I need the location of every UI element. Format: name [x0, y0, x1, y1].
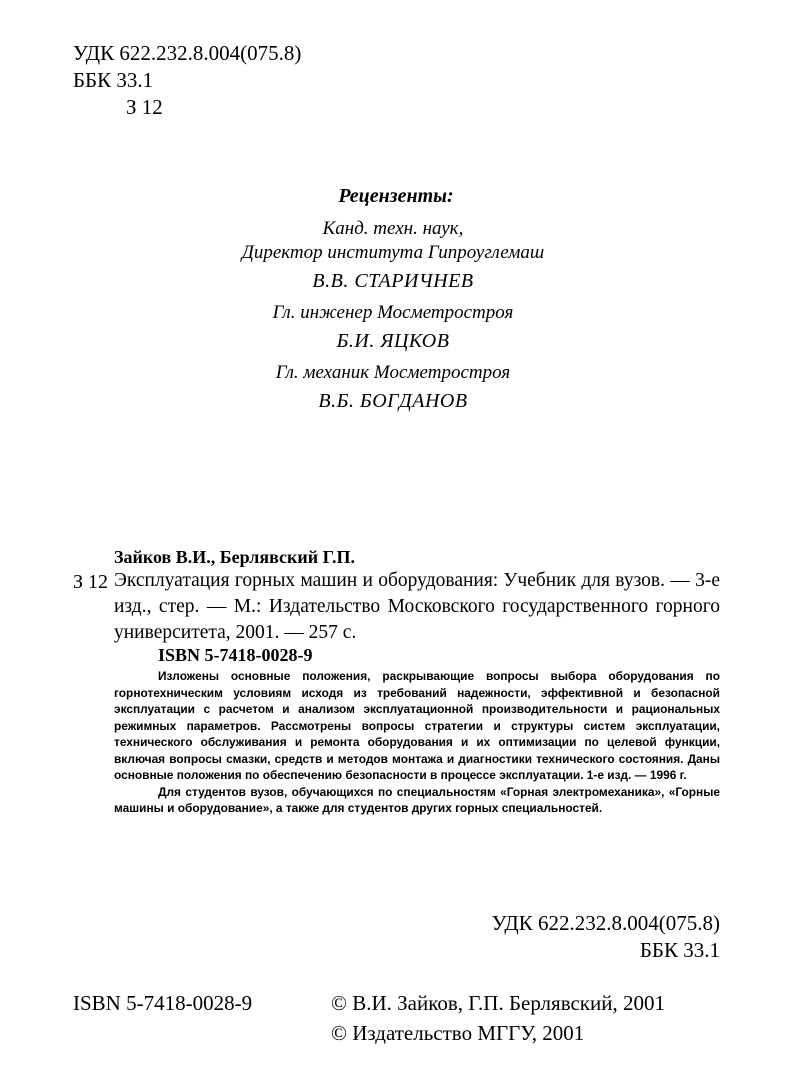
copyright-publisher: © Издательство МГГУ, 2001 — [331, 1021, 585, 1045]
catalog-author: Зайков В.И., Берлявский Г.П. — [114, 547, 356, 567]
reviewer-2-title: Гл. инженер Мосметростроя — [272, 302, 514, 323]
reviewer-1-title-line-2: Директор института Гипроуглемаш — [241, 242, 545, 263]
udk-code-bottom: УДК 622.232.8.004(075.8) — [491, 911, 720, 935]
catalog-abstract — [114, 668, 720, 817]
catalog-bibliographic-description: Эксплуатация горных машин и оборудования: Учебник для вузов. — 3-е изд., стер. — М.: Издательство Московского государственного горного университета, 2001. — 257 с. — [114, 570, 720, 643]
isbn-bottom: ISBN 5-7418-0028-9 — [73, 991, 253, 1015]
bbk-code-bottom: ББК 33.1 — [639, 938, 720, 962]
copyright-authors: © В.И. Зайков, Г.П. Берлявский, 2001 — [331, 991, 665, 1015]
abstract-paragraph: Изложены основные положения, раскрывающие вопросы выбора оборудования по горнотехническим условиям исходя из требований надежности, эффективной и безопасной эксплуатации с расчетом и анализом эксплуатационной производительности и рациональных режимных параметров. Рассмотрены вопросы стратегии и структуры систем эксплуатации, технического обслуживания и ремонта оборудования и их оптимизации по целевой функции, включая вопросы смазки, средств и методов монтажа и диагностики технического состояния. Даны основные положения по обеспечению безопасности в процессе эксплуатации. 1-е изд. — 1996 г. — [114, 669, 720, 782]
udk-code-top: УДК 622.232.8.004(075.8) — [73, 41, 302, 65]
reviewer-3-title: Гл. механик Мосметростроя — [275, 362, 511, 383]
reviewer-1-title-line-1: Канд. техн. наук, — [322, 218, 464, 239]
catalog-isbn: ISBN 5-7418-0028-9 — [158, 645, 313, 665]
reviewers-block — [0, 183, 786, 421]
reviewer-1-name: В.В. СТАРИЧНЕВ — [312, 270, 474, 292]
reviewer-3-name: В.Б. БОГДАНОВ — [318, 390, 468, 412]
catalog-author-sign-code: З 12 — [73, 571, 109, 593]
author-sign-code-top: З 12 — [126, 95, 163, 119]
audience-paragraph: Для студентов вузов, обучающихся по специальностям «Горная электромеханика», «Горные машины и оборудование», а также для студентов других горных специальностей. — [114, 784, 720, 815]
reviewers-heading: Рецензенты: — [338, 185, 454, 207]
bbk-code-top: ББК 33.1 — [73, 68, 154, 92]
reviewer-2-name: Б.И. ЯЦКОВ — [336, 330, 450, 352]
